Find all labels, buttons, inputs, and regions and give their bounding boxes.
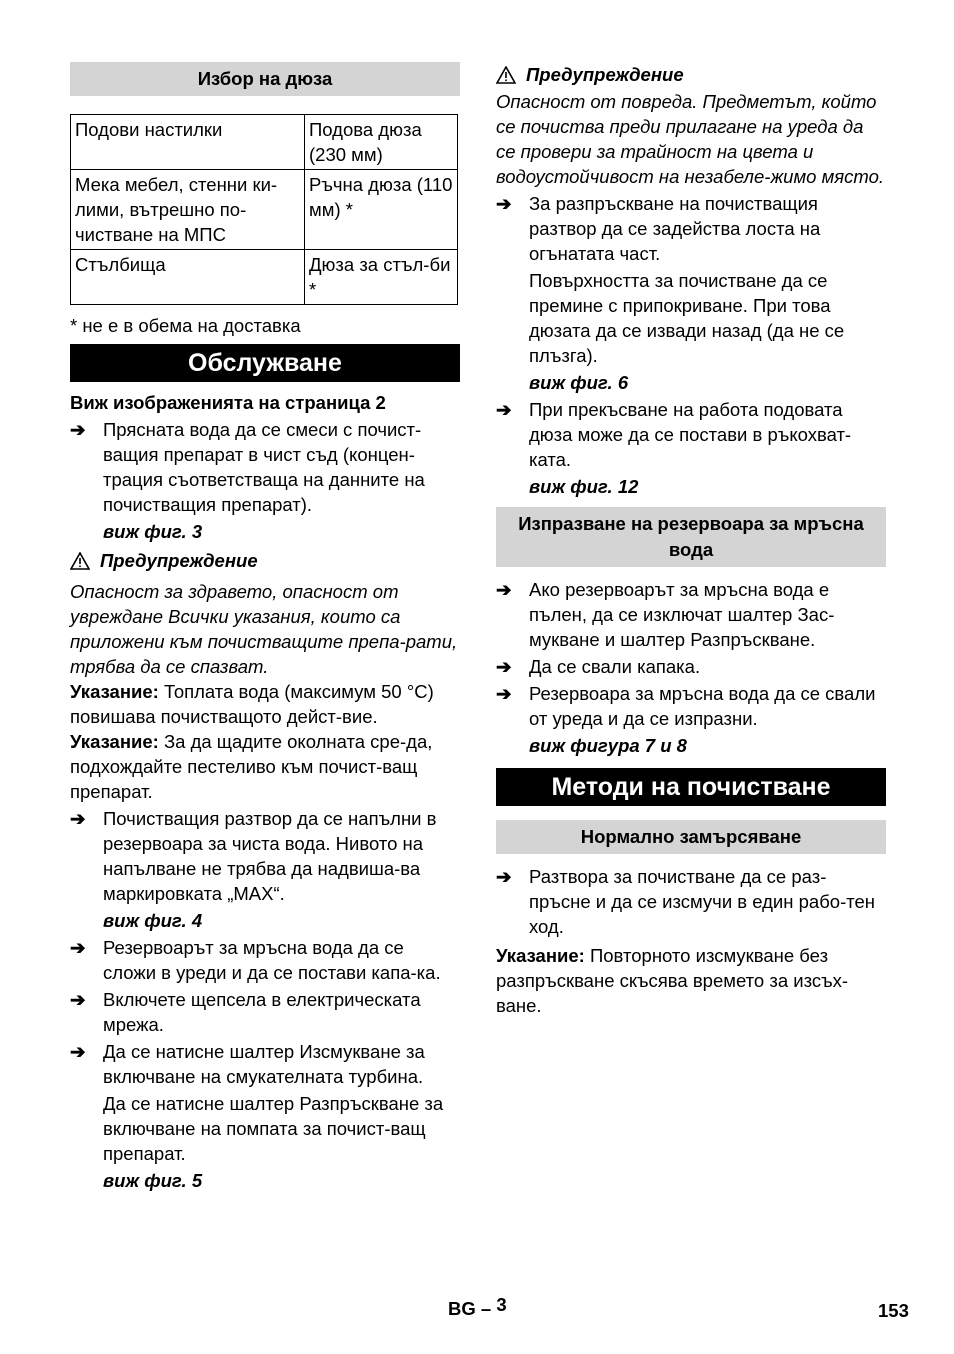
- left-column: [70, 62, 460, 1193]
- table-row: [71, 170, 458, 250]
- table-row: [71, 250, 458, 305]
- list-item-continuation: Да се натисне шалтер Разпръскване за включване на помпата за почист-ващ препарат.: [103, 1093, 444, 1164]
- list-item: ➔ Почистващия разтвор да се напълни в резервоара за чиста вода. Нивото на напълване не трябва да надвиша-ва маркировката „MAX“.: [70, 808, 437, 904]
- list-item: ➔ Разтвора за почистване да се раз-пръсне и да се изсмучи в един рабо-тен ход.: [496, 866, 876, 937]
- figure-ref: виж фиг. 6: [529, 372, 629, 393]
- table-row: [71, 115, 458, 170]
- figure-ref: виж фиг. 3: [103, 521, 203, 542]
- note: Указание: Повторното изсмукване без разпръскване скъсява времето за изсъх-ване.: [496, 945, 849, 1016]
- table-cell: Ръчна дюза (110 мм) *: [305, 170, 458, 250]
- list-item: ➔ За разпръскване на почистващия разтвор да се задейства лоста на огънатата част.: [496, 193, 821, 264]
- arrow-right-icon: ➔: [496, 683, 512, 704]
- warning-title: Предупреждение: [70, 548, 460, 573]
- table-cell: Дюза за стъл-би *: [305, 250, 458, 305]
- list-item: ➔ Ако резервоарът за мръсна вода е пълен, да се изключат шалтер Зас-мукване и шалтер Разпръскване.: [496, 579, 835, 650]
- arrow-right-icon: ➔: [70, 1041, 86, 1062]
- list-item: ➔ Резервоара за мръсна вода да се свали от уреда и да се изпразни.: [496, 683, 876, 729]
- service-header: Обслужване: [70, 344, 460, 382]
- nozzle-table: [70, 114, 458, 305]
- list-item: ➔ Прясната вода да се смеси с почист-ващия препарат в чист съд (концен-трация съответстваща на данните на почистващия препарат).: [70, 419, 425, 515]
- figure-ref: виж фиг. 12: [529, 476, 639, 497]
- cleaning-methods-header: Методи на почистване: [496, 768, 886, 806]
- table-cell: Мека мебел, стенни ки-лими, вътрешно по-чистване на МПС: [71, 170, 305, 250]
- nozzle-selection-header: Избор на дюза: [70, 62, 460, 96]
- list-item: ➔ При прекъсване на работа подовата дюза може да се постави в ръкохват-ката.: [496, 399, 852, 470]
- warning-text: Опасност от повреда. Предметът, който се почиства преди прилагане на уреда да се провери за трайност на цвета и водоустойчивост на незабеле-жимо място.: [496, 91, 885, 187]
- arrow-right-icon: ➔: [496, 579, 512, 600]
- list-item: ➔ Да се свали капака.: [496, 656, 701, 677]
- warning-triangle-icon: [496, 66, 516, 84]
- normal-soiling-header: Нормално замърсяване: [496, 820, 886, 854]
- arrow-right-icon: ➔: [70, 937, 86, 958]
- arrow-right-icon: ➔: [70, 989, 86, 1010]
- figure-ref: виж фиг. 4: [103, 910, 203, 931]
- arrow-right-icon: ➔: [496, 193, 512, 214]
- arrow-right-icon: ➔: [496, 399, 512, 420]
- warning-triangle-icon: [70, 552, 90, 570]
- empty-tank-header: Изпразване на резервоара за мръсна вода: [496, 507, 886, 567]
- footer-section-label: BG – 3: [448, 1294, 507, 1319]
- right-column: [496, 62, 886, 1018]
- table-cell: Подови настилки: [71, 115, 305, 170]
- table-cell: Подова дюза (230 мм): [305, 115, 458, 170]
- figure-ref: виж фигура 7 и 8: [529, 735, 687, 756]
- figure-ref: виж фиг. 5: [103, 1170, 203, 1191]
- arrow-right-icon: ➔: [70, 419, 86, 440]
- arrow-right-icon: ➔: [496, 866, 512, 887]
- note: Указание: За да щадите околната сре-да, подхождайте пестеливо към почист-ващ препарат.: [70, 731, 433, 802]
- page-number: 153: [878, 1300, 909, 1321]
- arrow-right-icon: ➔: [496, 656, 512, 677]
- note: Указание: Топлата вода (максимум 50 °С) повишава почистващото дейст-вие.: [70, 681, 434, 727]
- table-cell: Стълбища: [71, 250, 305, 305]
- list-item: ➔ Включете щепсела в електрическата мрежа.: [70, 989, 421, 1035]
- warning-text: Опасност за здравето, опасност от увреждане Всички указания, които са приложени към почистващите препа-рати, трябва да се спазват.: [70, 581, 458, 677]
- warning-title: Предупреждение: [496, 62, 886, 87]
- list-item: ➔ Резервоарът за мръсна вода да се сложи в уреди и да се постави капа-ка.: [70, 937, 441, 983]
- list-item: ➔ Да се натисне шалтер Изсмукване за включване на смукателната турбина.: [70, 1041, 425, 1087]
- arrow-right-icon: ➔: [70, 808, 86, 829]
- list-item-continuation: Повърхността за почистване да се премине с припокриване. При това дюзата да се извади назад (да не се плъзга).: [529, 270, 845, 366]
- see-images-note: Виж изображенията на страница 2: [70, 392, 386, 413]
- table-footnote: * не е в обема на доставка: [70, 315, 301, 336]
